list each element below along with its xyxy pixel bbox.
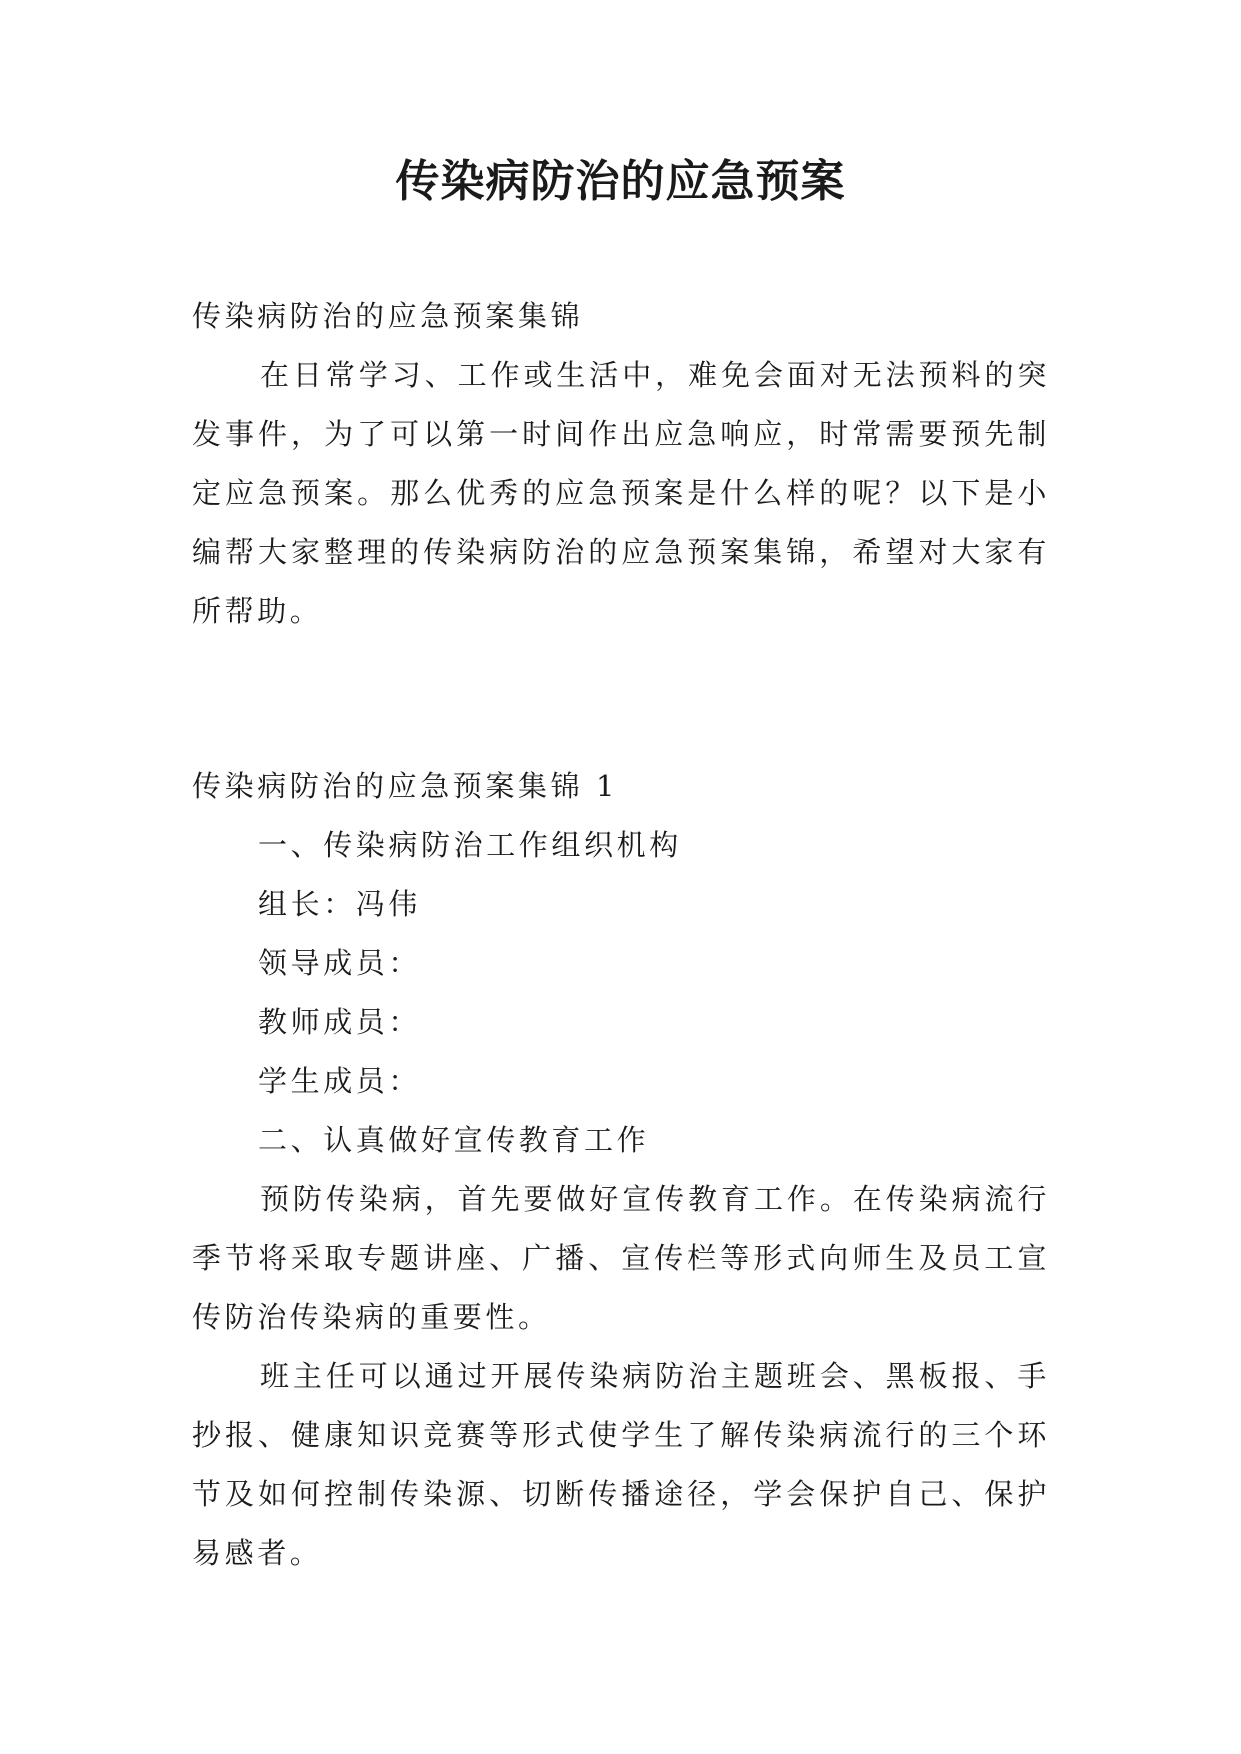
- intro-paragraph: 在日常学习、工作或生活中，难免会面对无法预料的突发事件，为了可以第一时间作出应急响应，时常需要预先制定应急预案。那么优秀的应急预案是什么样的呢？以下是小编帮大家整理的传染病防治的应急预案集锦，希望对大家有所帮助。: [192, 358, 1050, 628]
- leadership-members-line: 领导成员：: [258, 946, 422, 980]
- prevention-paragraph: 预防传染病，首先要做好宣传教育工作。在传染病流行季节将采取专题讲座、广播、宣传栏等形式向师生及员工宣传防治传染病的重要性。: [192, 1182, 1050, 1334]
- education-heading: 二、认真做好宣传教育工作: [258, 1123, 650, 1157]
- document-title: 传染病防治的应急预案: [395, 156, 846, 207]
- teacher-members-line: 教师成员：: [258, 1005, 422, 1039]
- section-heading: 传染病防治的应急预案集锦 1: [192, 769, 619, 803]
- class-teacher-paragraph: 班主任可以通过开展传染病防治主题班会、黑板报、手抄报、健康知识竞赛等形式使学生了解传染病流行的三个环节及如何控制传染源、切断传播途径，学会保护自己、保护易感者。: [192, 1359, 1050, 1570]
- student-members-line: 学生成员：: [258, 1064, 422, 1098]
- organization-heading: 一、传染病防治工作组织机构: [258, 828, 682, 862]
- intro-heading: 传染病防治的应急预案集锦: [192, 299, 584, 333]
- group-leader-line: 组长：冯伟: [258, 887, 422, 921]
